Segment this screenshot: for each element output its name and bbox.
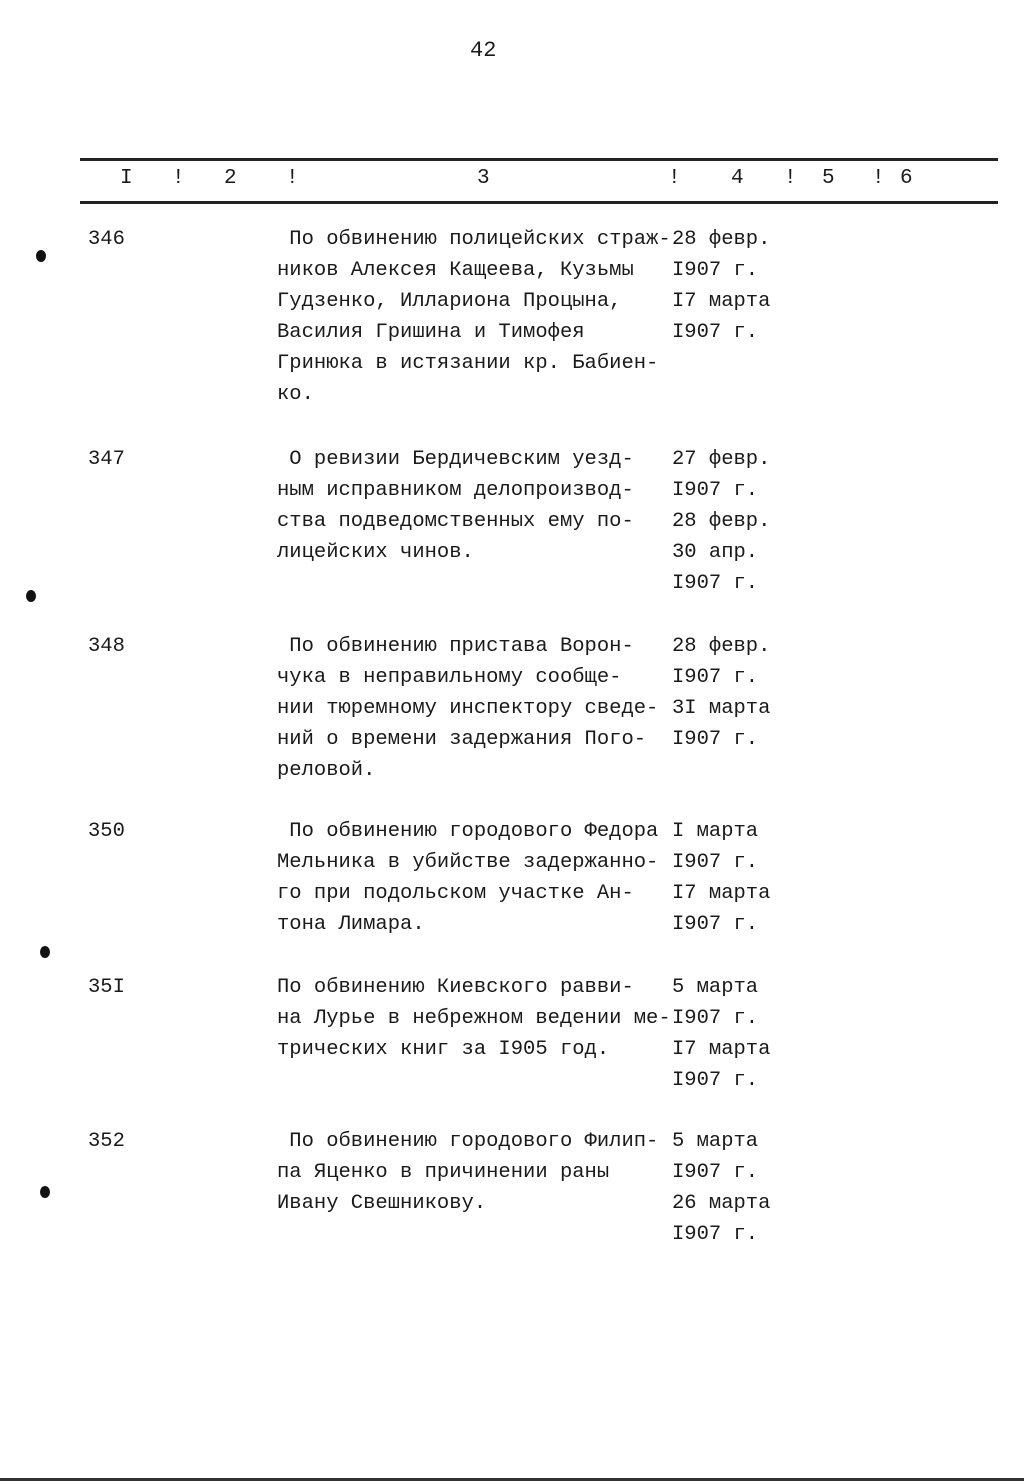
case-dates xyxy=(672,1126,770,1250)
description-line: тона Лимара. xyxy=(277,913,425,936)
date-line: I907 г. xyxy=(672,851,759,874)
hole-punch-mark xyxy=(40,1186,50,1198)
date-line: I907 г. xyxy=(672,572,759,595)
description-line: По обвинению городового Федора xyxy=(277,820,659,843)
date-line: I907 г. xyxy=(672,666,759,689)
col-header-2: 2 xyxy=(224,167,237,190)
date-line: 28 февр. xyxy=(672,510,771,533)
case-dates xyxy=(672,224,770,348)
col-separator: ! xyxy=(172,167,185,190)
col-separator: ! xyxy=(872,167,885,190)
scan-edge xyxy=(0,1478,1024,1481)
case-description xyxy=(277,816,658,940)
col-header-4: 4 xyxy=(731,167,744,190)
description-line: Ивану Свешникову. xyxy=(277,1192,487,1215)
date-line: 28 февр. xyxy=(672,228,771,251)
case-number: 35I xyxy=(88,976,125,999)
hole-punch-mark xyxy=(40,946,50,958)
case-number: 347 xyxy=(88,448,125,471)
date-line: I7 марта xyxy=(672,290,771,313)
description-line: По обвинению полицейских страж- xyxy=(277,228,671,251)
date-line: I907 г. xyxy=(672,259,759,282)
hole-punch-mark xyxy=(26,590,36,602)
description-line: ко. xyxy=(277,383,314,406)
case-description xyxy=(277,631,658,786)
description-line: чука в неправильному сообще- xyxy=(277,666,622,689)
col-separator: ! xyxy=(784,167,797,190)
header-bottom-rule xyxy=(80,201,998,204)
date-line: I907 г. xyxy=(672,321,759,344)
description-line: па Яценко в причинении раны xyxy=(277,1161,610,1184)
description-line: ным исправником делопроизвод- xyxy=(277,479,634,502)
description-line: Гринюка в истязании кр. Бабиен- xyxy=(277,352,659,375)
case-description xyxy=(277,444,634,568)
case-description xyxy=(277,224,671,410)
case-dates xyxy=(672,816,770,940)
date-line: I907 г. xyxy=(672,479,759,502)
description-line: ства подведомственных ему по- xyxy=(277,510,634,533)
description-line: ний о времени задержания Пого- xyxy=(277,728,647,751)
description-line: По обвинению пристава Ворон- xyxy=(277,635,634,658)
date-line: 5 марта xyxy=(672,1130,759,1153)
description-line: Мельника в убийстве задержанно- xyxy=(277,851,659,874)
date-line: 30 апр. xyxy=(672,541,759,564)
date-line: I907 г. xyxy=(672,728,759,751)
description-line: лицейских чинов. xyxy=(277,541,474,564)
case-number: 352 xyxy=(88,1130,125,1153)
case-number: 350 xyxy=(88,820,125,843)
description-line: По обвинению городового Филип- xyxy=(277,1130,659,1153)
description-line: го при подольском участке Ан- xyxy=(277,882,634,905)
col-header-6: 6 xyxy=(900,167,913,190)
case-dates xyxy=(672,631,770,755)
case-dates xyxy=(672,972,770,1096)
date-line: I7 марта xyxy=(672,882,771,905)
description-line: нии тюремному инспектору сведе- xyxy=(277,697,659,720)
description-line: реловой. xyxy=(277,759,376,782)
date-line: 5 марта xyxy=(672,976,759,999)
description-line: трических книг за I905 год. xyxy=(277,1038,610,1061)
description-line: Василия Гришина и Тимофея xyxy=(277,321,585,344)
date-line: I907 г. xyxy=(672,1223,759,1246)
date-line: 3I марта xyxy=(672,697,771,720)
date-line: 28 февр. xyxy=(672,635,771,658)
col-separator: ! xyxy=(668,167,681,190)
case-description xyxy=(277,972,671,1065)
case-dates xyxy=(672,444,770,599)
date-line: I марта xyxy=(672,820,759,843)
case-number: 346 xyxy=(88,228,125,251)
hole-punch-mark xyxy=(36,250,46,262)
date-line: 26 марта xyxy=(672,1192,771,1215)
page-number: 42 xyxy=(470,38,497,63)
date-line: I907 г. xyxy=(672,913,759,936)
date-line: I907 г. xyxy=(672,1069,759,1092)
date-line: I907 г. xyxy=(672,1161,759,1184)
description-line: По обвинению Киевского равви- xyxy=(277,976,634,999)
col-header-3: 3 xyxy=(477,167,490,190)
case-description xyxy=(277,1126,658,1219)
case-number: 348 xyxy=(88,635,125,658)
date-line: I907 г. xyxy=(672,1007,759,1030)
date-line: I7 марта xyxy=(672,1038,771,1061)
description-line: Гудзенко, Иллариона Процына, xyxy=(277,290,622,313)
col-header-5: 5 xyxy=(822,167,835,190)
header-top-rule xyxy=(80,158,998,161)
col-separator: ! xyxy=(286,167,299,190)
description-line: ников Алексея Кащеева, Кузьмы xyxy=(277,259,634,282)
description-line: О ревизии Бердичевским уезд- xyxy=(277,448,634,471)
col-header-1: I xyxy=(120,167,133,190)
date-line: 27 февр. xyxy=(672,448,771,471)
description-line: на Лурье в небрежном ведении ме- xyxy=(277,1007,671,1030)
